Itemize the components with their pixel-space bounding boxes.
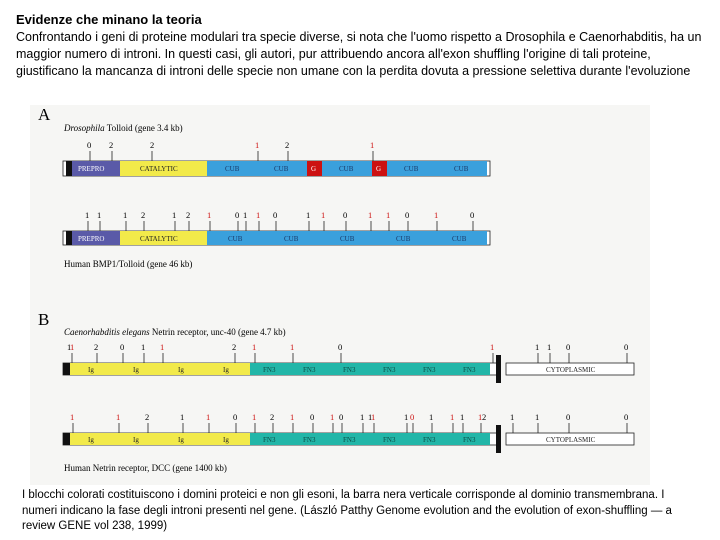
domain-label: PREPRO: [78, 235, 105, 243]
domain-label: CUB: [396, 235, 411, 243]
domain-label: CUB: [454, 165, 469, 173]
phase-number: 1: [368, 210, 373, 220]
phase-number: 1: [206, 412, 211, 422]
domain-label: G: [376, 165, 382, 173]
figure-caption: I blocchi colorati costituiscono i domini proteici e non gli esoni, la barra nera verticale corrisponde al dominio transmembrana. I numeri indicano la fase degli introni presenti nel gene. (László Patthy Genome evolution and the evolution of exon-shuffling — a review GENE vol 238, 1999): [22, 489, 672, 532]
domain-label: Ig: [223, 366, 229, 374]
domain-label: CUB: [339, 165, 354, 173]
panel-b-top-label: Caenorhabditis elegans Netrin receptor, unc-40 (gene 4.7 kb): [64, 327, 286, 337]
phase-number: 1: [85, 210, 90, 220]
phase-number: 1: [290, 342, 295, 352]
panel-a-bottom-gene-bar: [63, 231, 490, 245]
transmembrane-bar: [496, 355, 501, 383]
phase-number: 1: [547, 342, 552, 352]
phase-number: 1: [256, 210, 261, 220]
domain-label: FN3: [463, 436, 476, 444]
panel-a-bottom-phases: [85, 210, 474, 220]
domain-label: Ig: [223, 436, 229, 444]
phase-number: 2: [482, 412, 487, 422]
domain-label: CUB: [404, 165, 419, 173]
panel-a-letter: A: [38, 105, 51, 124]
phase-number: 0: [566, 342, 571, 352]
intro-paragraph: Confrontando i geni di proteine modulari tra specie diverse, si nota che l'uomo rispetto a Drosophila e Caenorhabditis, ha un maggior numero di introni. In questi casi, gli autori, pur attribuendo ancora all'exon shuffling l'origine di tali proteine, giustificano la mancanza di introni delle specie non umane con la perdita dovuta a pressione selettiva durante l'evoluzione: [16, 30, 702, 78]
phase-number: 0: [566, 412, 571, 422]
domain-label: Ig: [133, 436, 139, 444]
phase-number: 0: [273, 210, 278, 220]
domain-label: FN3: [343, 436, 356, 444]
domain-label: Ig: [178, 436, 184, 444]
phase-number: 1: [160, 342, 165, 352]
phase-number: 0: [87, 140, 92, 150]
domain-label: CUB: [284, 235, 299, 243]
domain-label: FN3: [303, 366, 316, 374]
phase-number: 1: [252, 412, 257, 422]
phase-number: 0: [470, 210, 475, 220]
phase-number: 0: [233, 412, 238, 422]
domain-label: Ig: [88, 436, 94, 444]
phase-number: 1: [252, 342, 257, 352]
phase-number: 1: [434, 210, 439, 220]
panel-a-top-label: Drosophila Tolloid (gene 3.4 kb): [64, 123, 183, 133]
panel-b-top-intron-ticks: [72, 353, 627, 363]
domain-label: FN3: [423, 436, 436, 444]
phase-number: 0: [405, 210, 410, 220]
phase-number: 0: [624, 412, 629, 422]
phase-number: 1: [70, 342, 75, 352]
phase-number: 0: [338, 342, 343, 352]
domain-label: FN3: [383, 436, 396, 444]
domain-label: CUB: [452, 235, 467, 243]
phase-number: 1: [243, 210, 248, 220]
domain-label: FN3: [263, 436, 276, 444]
panel-b-top-phases: [67, 342, 628, 352]
phase-number: 1: [180, 412, 185, 422]
domain-label: FN3: [343, 366, 356, 374]
domain-label: PREPRO: [78, 165, 105, 173]
domain-label: G: [311, 165, 317, 173]
domain-label: CATALYTIC: [140, 165, 178, 173]
phase-number: 0: [120, 342, 125, 352]
panel-b-bottom-phases: [70, 412, 628, 422]
phase-number: 2: [270, 412, 275, 422]
phase-number: 2: [145, 412, 150, 422]
phase-number: 2: [94, 342, 99, 352]
phase-number: 0: [410, 412, 415, 422]
domain-label: Ig: [178, 366, 184, 374]
phase-number: 1: [535, 412, 540, 422]
phase-number: 1: [321, 210, 326, 220]
phase-number: 1: [116, 412, 121, 422]
domain-label: CUB: [340, 235, 355, 243]
phase-number: 1: [330, 412, 335, 422]
panel-b-bottom-gene-bar: [63, 425, 634, 453]
phase-number: 1: [478, 412, 483, 422]
domain-label: FN3: [463, 366, 476, 374]
domain-label: FN3: [303, 436, 316, 444]
panel-a-top-gene-bar: [63, 161, 490, 176]
domain-label: FN3: [423, 366, 436, 374]
phase-number: 1: [368, 412, 373, 422]
phase-number: 0: [310, 412, 315, 422]
phase-number: 1: [255, 140, 260, 150]
phase-number: 2: [109, 140, 114, 150]
phase-number: 1: [429, 412, 434, 422]
phase-number: 1: [97, 210, 102, 220]
domain-label: CATALYTIC: [140, 235, 178, 243]
panel-b-top-gene-bar: [63, 355, 634, 383]
phase-number: 1: [123, 210, 128, 220]
domain-label: Ig: [88, 366, 94, 374]
phase-number: 0: [624, 342, 629, 352]
phase-number: 1: [371, 412, 376, 422]
phase-number: 0: [343, 210, 348, 220]
phase-number: 1: [360, 412, 365, 422]
phase-number: 2: [186, 210, 191, 220]
phase-number: 1: [141, 342, 146, 352]
phase-number: 0: [235, 210, 240, 220]
phase-number: 1: [67, 342, 72, 352]
phase-number: 1: [207, 210, 212, 220]
panel-b-bottom-intron-ticks: [73, 423, 627, 433]
phase-number: 1: [290, 412, 295, 422]
domain-label: CUB: [274, 165, 289, 173]
gene-structure-figure: [30, 105, 650, 485]
phase-number: 1: [370, 140, 375, 150]
phase-number: 1: [460, 412, 465, 422]
phase-number: 1: [404, 412, 409, 422]
domain-label: CUB: [225, 165, 240, 173]
panel-a-top-phases: [87, 140, 374, 150]
phase-number: 1: [70, 412, 75, 422]
transmembrane-bar: [496, 425, 501, 453]
panel-a-bottom-label: Human BMP1/Tolloid (gene 46 kb): [64, 259, 193, 269]
domain-label: Ig: [133, 366, 139, 374]
panel-a-bottom-intron-ticks: [88, 221, 473, 231]
phase-number: 2: [150, 140, 155, 150]
phase-number: 1: [510, 412, 515, 422]
phase-number: 2: [141, 210, 146, 220]
phase-number: 1: [450, 412, 455, 422]
panel-a-top-intron-ticks: [90, 151, 373, 161]
phase-number: 1: [490, 342, 495, 352]
phase-number: 2: [285, 140, 290, 150]
phase-number: 0: [339, 412, 344, 422]
phase-number: 1: [306, 210, 311, 220]
panel-b-bottom-label: Human Netrin receptor, DCC (gene 1400 kb): [64, 463, 227, 473]
phase-number: 1: [535, 342, 540, 352]
page-title: Evidenze che minano la teoria: [16, 12, 202, 27]
phase-number: 2: [232, 342, 237, 352]
phase-number: 1: [386, 210, 391, 220]
domain-label: CYTOPLASMIC: [546, 366, 596, 374]
panel-b-letter: B: [38, 310, 50, 329]
domain-label: FN3: [383, 366, 396, 374]
phase-number: 1: [172, 210, 177, 220]
domain-label: FN3: [263, 366, 276, 374]
domain-label: CYTOPLASMIC: [546, 436, 596, 444]
domain-label: CUB: [228, 235, 243, 243]
